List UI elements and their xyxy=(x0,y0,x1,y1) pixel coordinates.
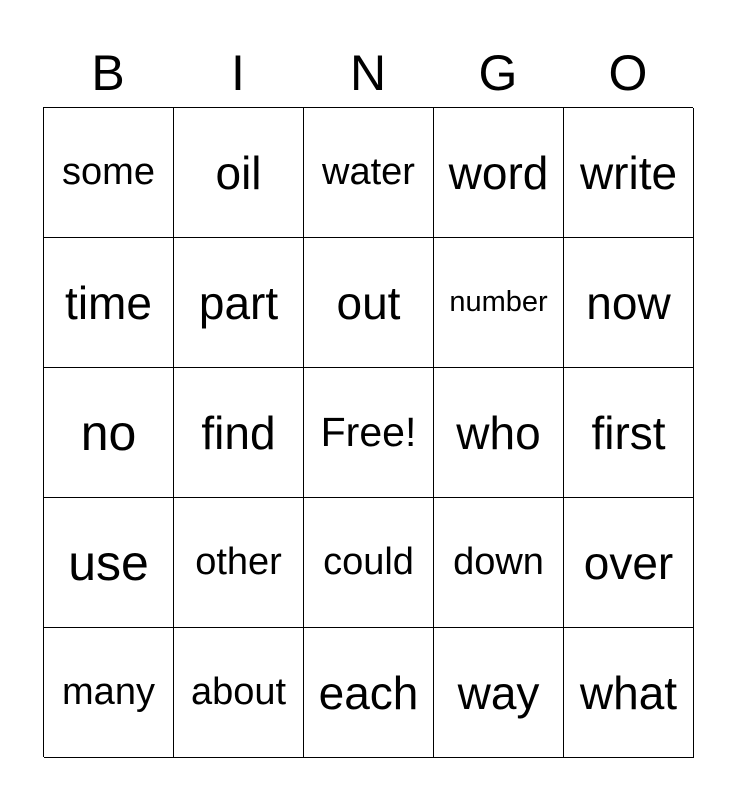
bingo-cell[interactable]: time xyxy=(44,238,174,368)
bingo-cell[interactable]: some xyxy=(44,108,174,238)
bingo-cell[interactable]: use xyxy=(44,498,174,628)
bingo-cell[interactable]: other xyxy=(174,498,304,628)
bingo-cell[interactable]: could xyxy=(304,498,434,628)
bingo-cell[interactable]: part xyxy=(174,238,304,368)
bingo-cell[interactable]: write xyxy=(564,108,694,238)
bingo-card xyxy=(43,107,693,757)
header-letter-n: N xyxy=(349,45,387,101)
bingo-cell[interactable]: water xyxy=(304,108,434,238)
header-letter-g: G xyxy=(478,45,518,101)
bingo-cell[interactable]: now xyxy=(564,238,694,368)
bingo-cell[interactable]: over xyxy=(564,498,694,628)
bingo-cell[interactable]: who xyxy=(434,368,564,498)
bingo-cell[interactable]: down xyxy=(434,498,564,628)
header-letter-b: B xyxy=(91,45,125,101)
bingo-cell[interactable]: oil xyxy=(174,108,304,238)
bingo-cell[interactable]: about xyxy=(174,628,304,758)
header-letter-o: O xyxy=(608,45,648,101)
bingo-cell[interactable]: first xyxy=(564,368,694,498)
bingo-cell[interactable]: each xyxy=(304,628,434,758)
bingo-cell[interactable]: number xyxy=(434,238,564,368)
bingo-cell[interactable]: many xyxy=(44,628,174,758)
bingo-cell[interactable]: no xyxy=(44,368,174,498)
header-letter-i: I xyxy=(231,45,245,101)
bingo-cell[interactable]: way xyxy=(434,628,564,758)
bingo-header xyxy=(43,38,693,108)
bingo-cell[interactable]: what xyxy=(564,628,694,758)
bingo-cell[interactable]: find xyxy=(174,368,304,498)
bingo-cell[interactable]: out xyxy=(304,238,434,368)
free-space-cell[interactable]: Free! xyxy=(304,368,434,498)
bingo-cell[interactable]: word xyxy=(434,108,564,238)
